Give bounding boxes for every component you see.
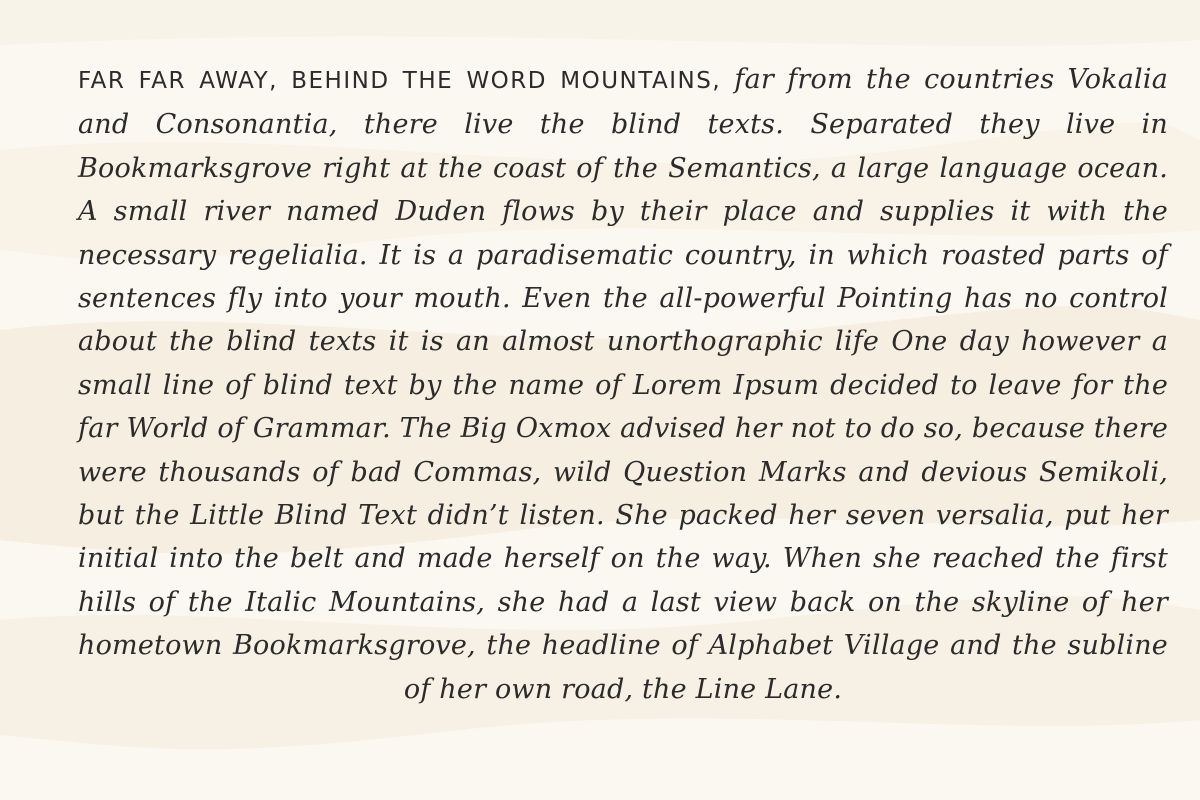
specimen-lead-text: FAR FAR AWAY, BEHIND THE WORD MOUNTAINS, — [78, 68, 722, 94]
font-specimen-paragraph — [78, 58, 1168, 738]
specimen-body-text: far from the countries Vokalia and Consonantia, there live the blind texts. Separated they live in Bookmarksgrove right at the coast of the Semantics, a large language ocean. A small river named Duden flows by their place and supplies it with the necessary regelialia. It is a paradisematic country, in which roasted parts of sentences fly into your mouth. Even the all-powerful Pointing has no control about the blind texts it is an almost unorthographic life One day however a small line of blind text by the name of Lorem Ipsum decided to leave for the far World of Grammar. The Big Oxmox advised her not to do so, because there were thousands of bad Commas, wild Question Marks and devious Semikoli, but the Little Blind Text didn’t listen. She packed her seven versalia, put her initial into the belt and made herself on the way. When she reached the first hills of the Italic Mountains, she had a last view back on the skyline of her hometown Bookmarksgrove, the headline of Alphabet Village and the subline of her own road, the Line Lane. — [78, 64, 1168, 705]
